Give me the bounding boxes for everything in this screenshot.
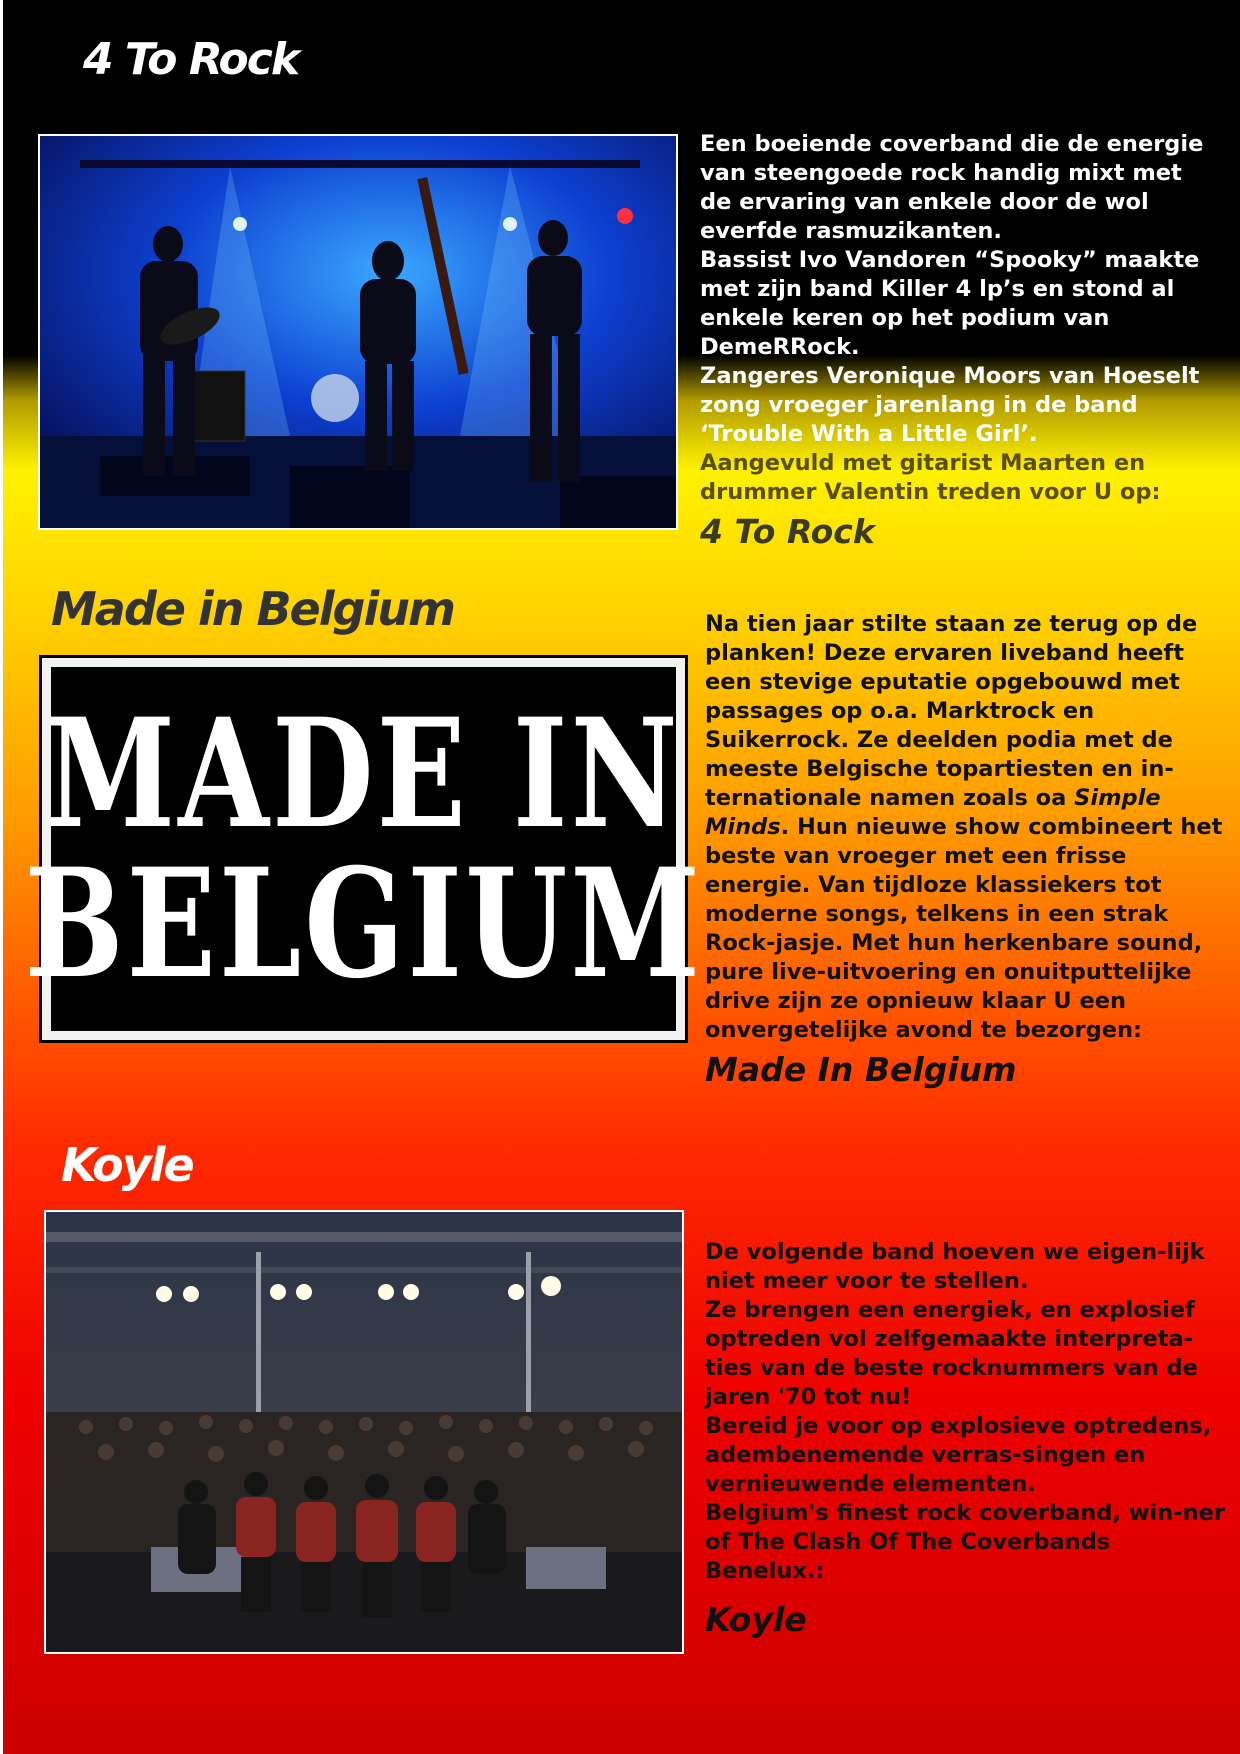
paragraph: Belgium's finest rock coverband, win-ner of The Clash Of The Coverbands Benelux.: [705, 1500, 1225, 1584]
crowd-photo-illustration [46, 1212, 682, 1652]
paragraph [705, 610, 1225, 1045]
text-made-in-belgium [705, 610, 1225, 1092]
logo-line-1: MADE IN [45, 686, 682, 862]
heading-koyle: Koyle [61, 1138, 193, 1192]
heading-4-to-rock: 4 To Rock [83, 34, 299, 85]
text-koyle [705, 1238, 1225, 1642]
paragraph-part: Na tien jaar stilte staan ze terug op de planken! Deze ervaren liveband heeft een stevige eputatie opgebouwd met passages op o.a. Marktrock en Suikerrock. Ze deelden podia met de meeste Belgische topartiesten en in-ternationale namen zoals oa [705, 611, 1198, 811]
paragraph-italic: Simple Minds [705, 785, 1161, 840]
photo-4-to-rock [38, 134, 678, 530]
paragraph: Ze brengen een energiek, en explosief optreden vol zelfgemaakte interpreta-ties van de beste rocknummers van de jaren '70 tot nu! [705, 1297, 1198, 1410]
heading-made-in-belgium: Made in Belgium [51, 582, 454, 636]
text-4-to-rock [700, 130, 1220, 554]
paragraph: Een boeiende coverband die de energie van steengoede rock handig mixt met de ervaring van enkele door de wol everfde rasmuzikanten. [700, 131, 1204, 244]
photo-koyle [44, 1210, 684, 1654]
closing-made-in-belgium: Made In Belgium [705, 1050, 1017, 1089]
paragraph: Bassist Ivo Vandoren “Spooky” maakte met zijn band Killer 4 lp’s en stond al enkele keren op het podium van DemeRRock. [700, 247, 1200, 360]
logo-line-2: BELGIUM [24, 836, 703, 1012]
stage-photo-illustration [40, 136, 676, 528]
paragraph: Zangeres Veronique Moors van Hoeselt zong vroeger jarenlang in de band ‘Trouble With a Little Girl’. [700, 363, 1200, 447]
flyer-page [3, 0, 1240, 1754]
made-in-belgium-logo [24, 655, 703, 1043]
paragraph-part: . Hun nieuwe show combineert het beste van vroeger met een frisse energie. Van tijdloze klassiekers tot moderne songs, telkens in een strak Rock-jasje. Met hun herkenbare sound, pure live-uitvoering en onuitputtelijke drive zijn ze opnieuw klaar U een onvergetelijke avond te bezorgen: [705, 814, 1223, 1043]
closing-koyle: Koyle [705, 1600, 807, 1639]
paragraph: Aangevuld met gitarist Maarten en drummer Valentin treden voor U op: [700, 450, 1161, 505]
paragraph: De volgende band hoeven we eigen-lijk niet meer voor te stellen. [705, 1239, 1205, 1294]
paragraph: Bereid je voor op explosieve optredens, adembenemende verras-singen en vernieuwende elementen. [705, 1413, 1212, 1497]
closing-4-to-rock: 4 To Rock [700, 512, 875, 551]
